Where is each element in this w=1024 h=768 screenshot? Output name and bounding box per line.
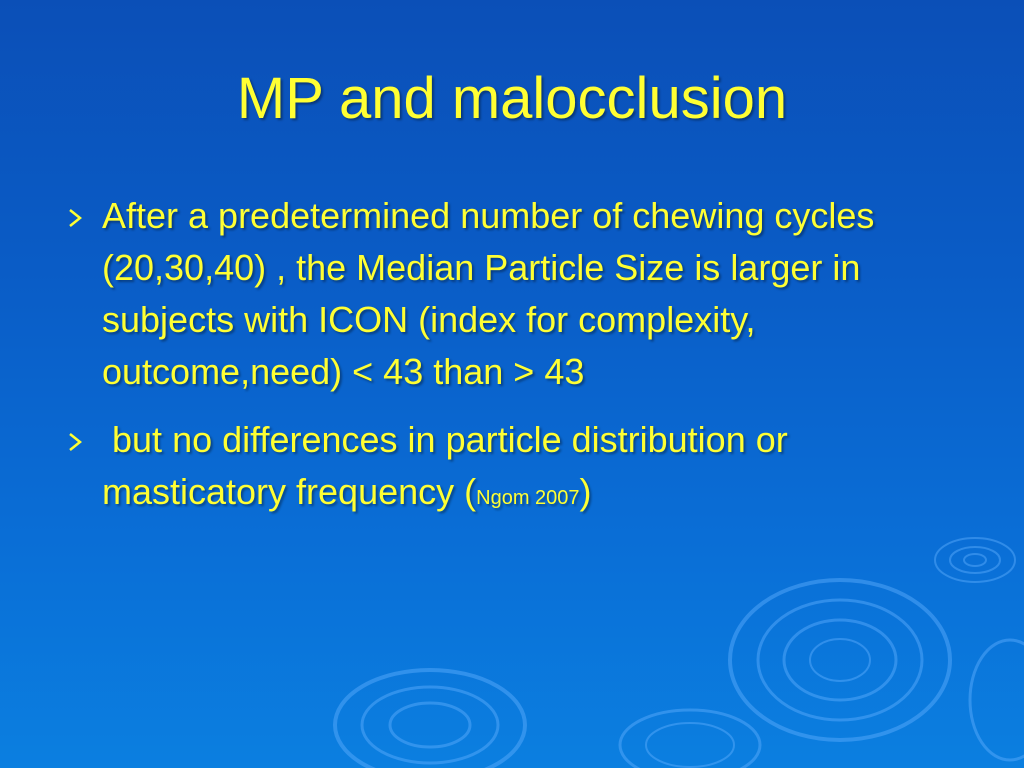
ripple-bottom-left [335,670,525,768]
bullet-list [62,190,962,524]
slide-title: MP and malocclusion [236,66,788,131]
bullet-text: After a predetermined number of chewing cycles (20,30,40) , the Median Particle Size is larger in subjects with ICON (index for complexity, outcome,need) < 43 than > 43 [102,195,875,392]
bullet-text-end: ) [579,471,592,512]
arrow-right-icon [64,207,86,229]
ripple-bottom-center [620,710,760,768]
bullet-item [62,414,962,524]
citation: Ngom 2007 [476,487,580,509]
arrow-right-icon [64,431,86,453]
ripple-far-right [970,640,1024,760]
bullet-item [62,190,962,398]
ripple-small-right [935,538,1015,582]
bullet-text: but no differences in particle distribution or masticatory frequency ( [102,419,798,512]
ripple-large [730,580,950,740]
